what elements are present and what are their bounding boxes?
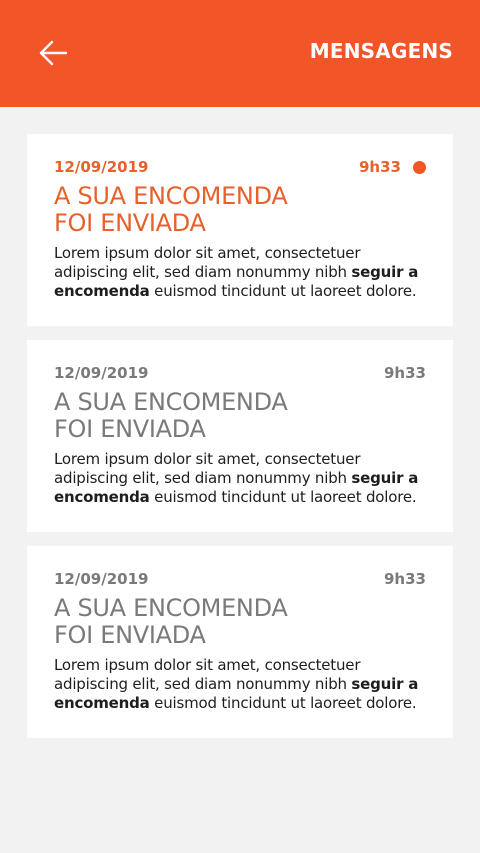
message-date: 12/09/2019	[54, 158, 149, 176]
message-title	[54, 389, 354, 443]
message-body	[54, 244, 426, 301]
message-time: 9h33	[384, 364, 426, 382]
message-body	[54, 450, 426, 507]
message-meta	[54, 158, 426, 178]
app-header	[0, 0, 480, 107]
message-title-line-2: FOI ENVIADA	[54, 209, 206, 237]
message-card[interactable]	[27, 340, 453, 532]
message-body-text: Lorem ipsum dolor sit amet, consectetuer adipiscing elit, sed diam nonummy nibh	[54, 450, 361, 487]
message-date: 12/09/2019	[54, 570, 149, 588]
message-body-text: Lorem ipsum dolor sit amet, consectetuer adipiscing elit, sed diam nonummy nibh	[54, 656, 361, 693]
message-card[interactable]	[27, 546, 453, 738]
message-title	[54, 183, 354, 237]
message-body-text-end: euismod tincidunt ut laoreet dolore.	[149, 488, 417, 506]
message-card[interactable]	[27, 134, 453, 326]
message-body	[54, 656, 426, 713]
message-title-line-1: A SUA ENCOMENDA	[54, 182, 288, 210]
track-order-link[interactable]: seguir a encomenda	[54, 263, 419, 300]
message-title-line-1: A SUA ENCOMENDA	[54, 594, 288, 622]
track-order-link[interactable]: seguir a encomenda	[54, 469, 419, 506]
back-button[interactable]	[36, 36, 70, 70]
message-meta	[54, 364, 426, 384]
message-time: 9h33	[384, 570, 426, 588]
arrow-left-icon	[36, 36, 70, 70]
track-order-link[interactable]: seguir a encomenda	[54, 675, 419, 712]
message-title-line-2: FOI ENVIADA	[54, 415, 206, 443]
message-time: 9h33	[359, 158, 401, 176]
message-meta	[54, 570, 426, 590]
message-date: 12/09/2019	[54, 364, 149, 382]
page-title: MENSAGENS	[309, 39, 453, 63]
message-body-text: Lorem ipsum dolor sit amet, consectetuer adipiscing elit, sed diam nonummy nibh	[54, 244, 361, 281]
message-title	[54, 595, 354, 649]
unread-indicator-icon	[413, 161, 426, 174]
message-title-line-2: FOI ENVIADA	[54, 621, 206, 649]
message-body-text-end: euismod tincidunt ut laoreet dolore.	[149, 694, 417, 712]
message-body-text-end: euismod tincidunt ut laoreet dolore.	[149, 282, 417, 300]
message-title-line-1: A SUA ENCOMENDA	[54, 388, 288, 416]
message-list	[27, 134, 453, 752]
